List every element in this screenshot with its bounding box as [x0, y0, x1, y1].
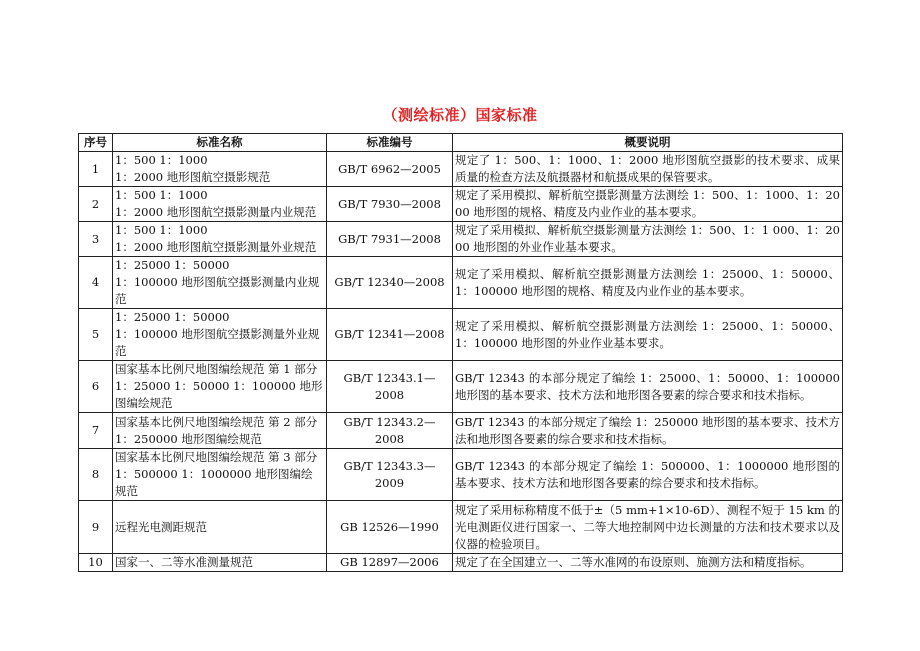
row-standard-code: GB/T 12343.2—2008	[327, 413, 453, 449]
header-summary: 概要说明	[453, 134, 843, 152]
table-row	[79, 413, 843, 449]
row-standard-code: GB 12526—1990	[327, 501, 453, 554]
row-serial: 4	[79, 257, 113, 309]
table-row	[79, 257, 843, 309]
row-serial: 6	[79, 361, 113, 413]
row-standard-name: 1：25000 1：50000 1：100000 地形图航空摄影测量外业规范	[113, 309, 327, 361]
table-row	[79, 449, 843, 501]
standards-table	[78, 133, 843, 572]
table-row	[79, 501, 843, 554]
row-summary: 规定了采用标称精度不低于±（5 mm+1×10-6D）、测程不短于 15 km 的光电测距仪进行国家一、二等大地控制网中边长测量的方法和技术要求以及仪器的检验项目。	[453, 501, 843, 554]
row-summary: GB/T 12343 的本部分规定了编绘 1：25000、1：50000、1：100000 地形图的基本要求、技术方法和地形图各要素的综合要求和技术指标。	[453, 361, 843, 413]
row-summary: 规定了采用模拟、解析航空摄影测量方法测绘 1：25000、1：50000、1：100000 地形图的规格、精度及内业作业的基本要求。	[453, 257, 843, 309]
table-row	[79, 152, 843, 187]
row-standard-name: 国家基本比例尺地图编绘规范 第 1 部分 1：25000 1：50000 1：100000 地形图编绘规范	[113, 361, 327, 413]
row-serial: 10	[79, 554, 113, 572]
row-serial: 2	[79, 187, 113, 222]
row-standard-code: GB/T 12341—2008	[327, 309, 453, 361]
row-standard-code: GB/T 12343.3—2009	[327, 449, 453, 501]
header-standard-code: 标准编号	[327, 134, 453, 152]
page-title: （测绘标准）国家标准	[382, 106, 538, 124]
row-serial: 8	[79, 449, 113, 501]
row-standard-name: 国家基本比例尺地图编绘规范 第 3 部分 1：500000 1：1000000 地形图编绘规范	[113, 449, 327, 501]
row-standard-code: GB/T 6962—2005	[327, 152, 453, 187]
row-summary: 规定了采用模拟、解析航空摄影测量方法测绘 1：500、1：1000、1：2000 地形图的规格、精度及内业作业的基本要求。	[453, 187, 843, 222]
table-row	[79, 309, 843, 361]
row-summary: 规定了在全国建立一、二等水准网的布设原则、施测方法和精度指标。	[453, 554, 843, 572]
row-standard-name: 远程光电测距规范	[113, 501, 327, 554]
row-standard-name: 1：25000 1：50000 1：100000 地形图航空摄影测量内业规范	[113, 257, 327, 309]
row-serial: 5	[79, 309, 113, 361]
row-standard-name: 1：500 1：1000 1：2000 地形图航空摄影测量内业规范	[113, 187, 327, 222]
row-standard-name: 1：500 1：1000 1：2000 地形图航空摄影规范	[113, 152, 327, 187]
row-summary: 规定了采用模拟、解析航空摄影测量方法测绘 1：500、1：1 000、1：2000 地形图的外业作业基本要求。	[453, 222, 843, 257]
row-serial: 7	[79, 413, 113, 449]
row-summary: GB/T 12343 的本部分规定了编绘 1：500000、1：1000000 地形图的基本要求、技术方法和地形图各要素的综合要求和技术指标。	[453, 449, 843, 501]
row-summary: 规定了采用模拟、解析航空摄影测量方法测绘 1：25000、1：50000、1：100000 地形图的外业作业基本要求。	[453, 309, 843, 361]
row-summary: 规定了 1：500、1：1000、1：2000 地形图航空摄影的技术要求、成果质量的检查方法及航摄器材和航摄成果的保管要求。	[453, 152, 843, 187]
header-serial: 序号	[79, 134, 113, 152]
table-row	[79, 554, 843, 572]
row-standard-name: 1：500 1：1000 1：2000 地形图航空摄影测量外业规范	[113, 222, 327, 257]
row-serial: 9	[79, 501, 113, 554]
table-row	[79, 222, 843, 257]
row-standard-code: GB/T 12343.1—2008	[327, 361, 453, 413]
table-header-row	[79, 134, 843, 152]
row-standard-name: 国家一、二等水准测量规范	[113, 554, 327, 572]
row-standard-code: GB/T 12340—2008	[327, 257, 453, 309]
row-summary: GB/T 12343 的本部分规定了编绘 1：250000 地形图的基本要求、技术方法和地形图各要素的综合要求和技术指标。	[453, 413, 843, 449]
row-serial: 3	[79, 222, 113, 257]
row-serial: 1	[79, 152, 113, 187]
row-standard-code: GB/T 7930—2008	[327, 187, 453, 222]
table-row	[79, 187, 843, 222]
header-standard-name: 标准名称	[113, 134, 327, 152]
table-row	[79, 361, 843, 413]
row-standard-code: GB 12897—2006	[327, 554, 453, 572]
row-standard-code: GB/T 7931—2008	[327, 222, 453, 257]
row-standard-name: 国家基本比例尺地图编绘规范 第 2 部分 1：250000 地形图编绘规范	[113, 413, 327, 449]
